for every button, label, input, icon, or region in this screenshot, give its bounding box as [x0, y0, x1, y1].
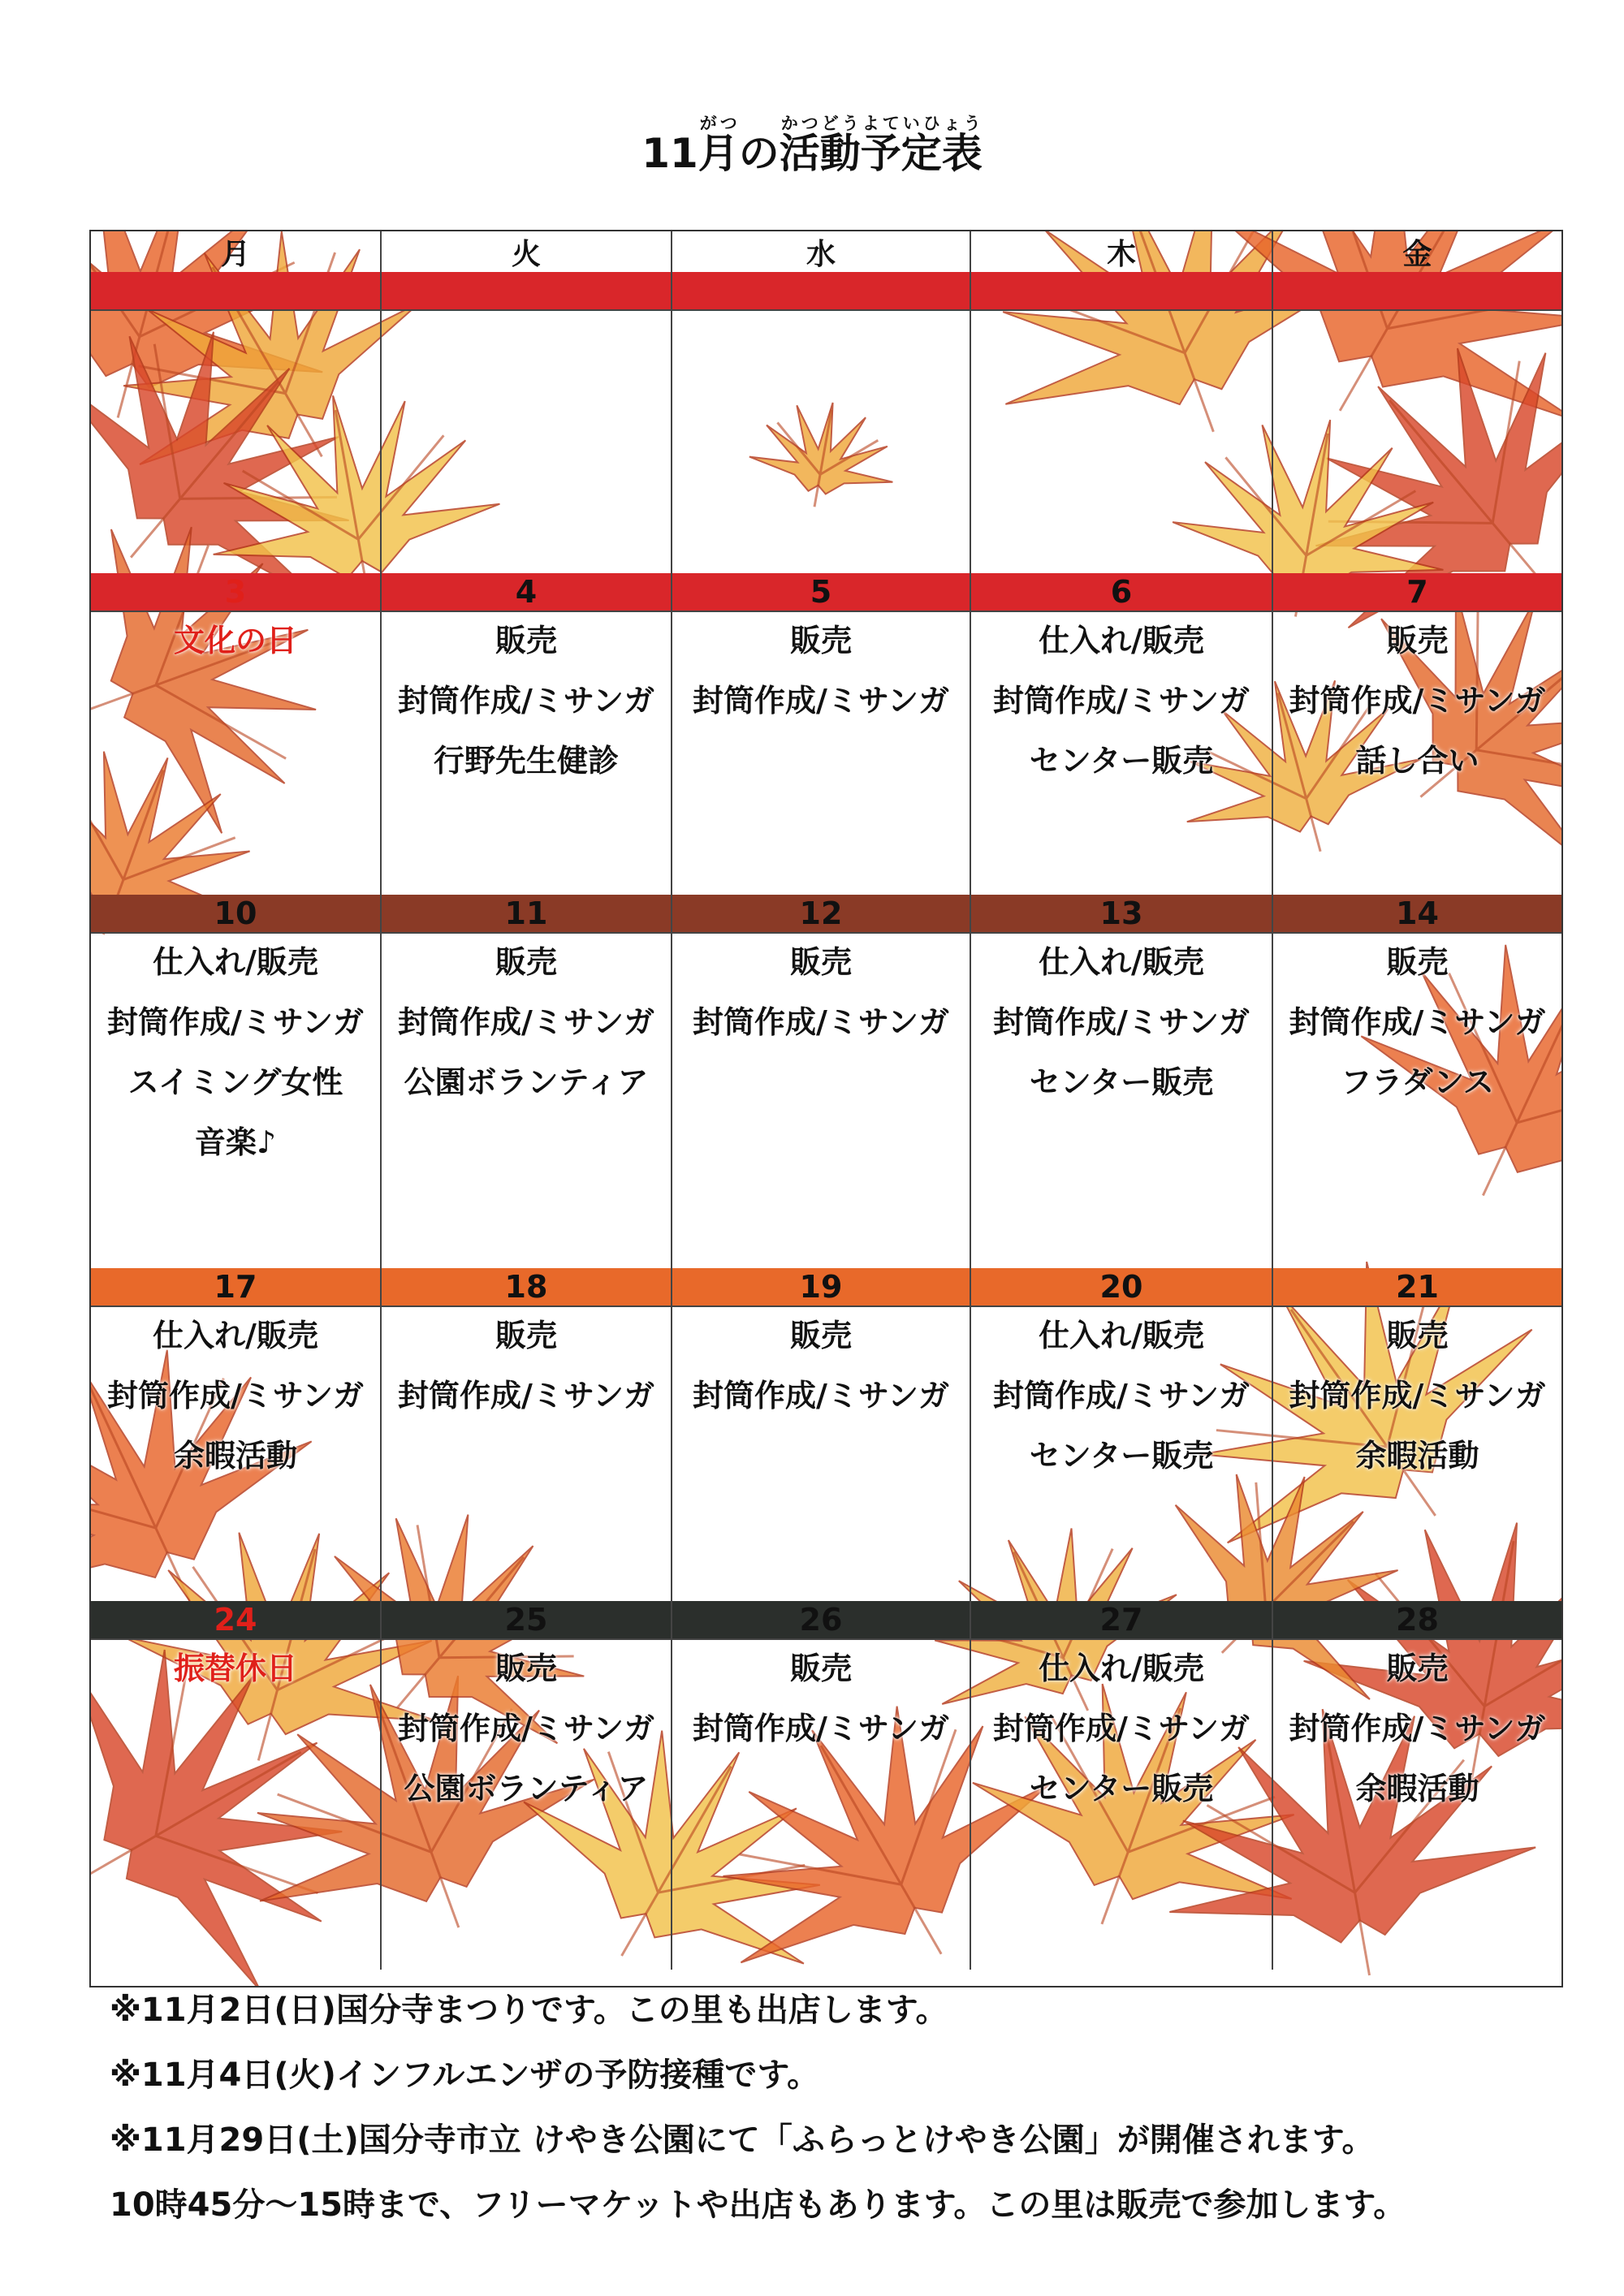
- day-cell: [672, 1638, 971, 1970]
- week-date-band: [91, 272, 1561, 309]
- note-line: ※11月29日(土)国分寺市立 けやき公園にて「ふらっとけやき公園」が開催されます。: [110, 2121, 1375, 2159]
- weekday-header: 火: [382, 231, 672, 272]
- date-number: 13: [971, 895, 1273, 932]
- activity-label: 振替休日: [173, 1651, 297, 1686]
- activity-label: 販売: [495, 623, 557, 658]
- date-number: 25: [382, 1601, 672, 1638]
- calendar-table: [89, 230, 1563, 1987]
- calendar-grid: [91, 231, 1561, 1986]
- activity-label: 販売: [495, 1318, 557, 1353]
- activity-label: センター販売: [1029, 1771, 1214, 1806]
- day-cell: [1273, 1306, 1561, 1601]
- date-number: 4: [382, 573, 672, 611]
- note-line: 10時45分～15時まで、フリーマケットや出店もあります。この里は販売で参加します。: [110, 2186, 1406, 2224]
- activity-label: 公園ボランティア: [404, 1064, 649, 1100]
- weekday-header: 水: [672, 231, 971, 272]
- date-number: 28: [1396, 1602, 1439, 1638]
- activity-label: 余暇活動: [1355, 1438, 1479, 1474]
- activity-label: 販売: [1386, 623, 1449, 658]
- week-date-band: [91, 1268, 1561, 1306]
- activity-label: 封筒作成/ミサンガ: [1289, 1378, 1546, 1413]
- activity-label: 封筒作成/ミサンガ: [693, 1004, 949, 1040]
- day-cell: [672, 1306, 971, 1601]
- date-number: 3: [91, 573, 382, 611]
- week-row: [91, 1638, 1561, 1970]
- activity-label: 封筒作成/ミサンガ: [1289, 1711, 1546, 1746]
- date-number: 19: [672, 1268, 971, 1306]
- activity-label: 封筒作成/ミサンガ: [1289, 1004, 1546, 1040]
- day-cell: [382, 611, 672, 895]
- note-line: ※11月2日(日)国分寺まつりです。この里も出店します。: [110, 1992, 948, 2029]
- activity-label: センター販売: [1029, 1438, 1214, 1474]
- day-cell: [91, 1306, 382, 1601]
- week-date-band: [91, 1601, 1561, 1638]
- activity-label: 仕入れ/販売: [1039, 944, 1204, 980]
- date-number: 24: [91, 1601, 382, 1638]
- activity-label: 音楽♪: [194, 1124, 277, 1160]
- date-number: 21: [1396, 1269, 1439, 1305]
- date-number: [971, 272, 1273, 309]
- weekday-header-row: [91, 231, 1561, 272]
- activity-label: 販売: [789, 1318, 852, 1353]
- activity-label: 仕入れ/販売: [153, 944, 318, 980]
- day-cell: [382, 309, 672, 573]
- date-number: 5: [672, 573, 971, 611]
- week-row: [91, 309, 1561, 573]
- activity-label: 販売: [789, 623, 852, 658]
- activity-label: 仕入れ/販売: [1039, 1651, 1204, 1686]
- day-cell: [971, 1306, 1273, 1601]
- activity-label: 販売: [1386, 1651, 1449, 1686]
- note-line: ※11月4日(火)インフルエンザの予防接種です。: [110, 2056, 820, 2094]
- activity-label: スイミング女性: [127, 1064, 343, 1100]
- date-number: 26: [672, 1601, 971, 1638]
- activity-label: 文化の日: [173, 623, 297, 658]
- activity-label: 販売: [1386, 1318, 1449, 1353]
- activity-label: 販売: [789, 944, 852, 980]
- day-cell: [382, 1638, 672, 1970]
- day-cell: [382, 1306, 672, 1601]
- week-date-band: [91, 573, 1561, 611]
- activity-label: 販売: [495, 1651, 557, 1686]
- date-number: 12: [672, 895, 971, 932]
- day-cell: [971, 309, 1273, 573]
- activity-label: 封筒作成/ミサンガ: [993, 1711, 1250, 1746]
- activity-label: 話し合い: [1355, 743, 1479, 779]
- day-cell: [672, 611, 971, 895]
- activity-label: 封筒作成/ミサンガ: [398, 683, 654, 719]
- date-number: 7: [1406, 574, 1428, 610]
- day-cell: [672, 932, 971, 1268]
- day-cell: [91, 611, 382, 895]
- activity-label: 封筒作成/ミサンガ: [107, 1378, 364, 1413]
- day-cell: [971, 932, 1273, 1268]
- activity-label: 販売: [495, 944, 557, 980]
- page-title: 11月がつの活動予定表かつどうよていひょう: [641, 114, 983, 177]
- day-cell: [971, 1638, 1273, 1970]
- activity-label: 封筒作成/ミサンガ: [107, 1004, 364, 1040]
- date-number: 6: [971, 573, 1273, 611]
- activity-label: 余暇活動: [173, 1438, 297, 1474]
- day-cell: [1273, 932, 1561, 1268]
- date-number: [382, 272, 672, 309]
- week-row: [91, 611, 1561, 895]
- day-cell: [91, 932, 382, 1268]
- activity-label: 仕入れ/販売: [153, 1318, 318, 1353]
- day-cell: [1273, 1638, 1561, 1970]
- activity-label: 公園ボランティア: [404, 1771, 649, 1806]
- activity-label: 封筒作成/ミサンガ: [693, 1378, 949, 1413]
- activity-label: 行野先生健診: [433, 743, 619, 779]
- week-date-band: [91, 895, 1561, 932]
- date-number: 20: [971, 1268, 1273, 1306]
- activity-label: 封筒作成/ミサンガ: [993, 683, 1250, 719]
- day-cell: [1273, 309, 1561, 573]
- week-row: [91, 1306, 1561, 1601]
- activity-label: 販売: [1386, 944, 1449, 980]
- date-number: 11: [382, 895, 672, 932]
- day-cell: [1273, 611, 1561, 895]
- weekday-header: 金: [1402, 237, 1432, 271]
- day-cell: [672, 309, 971, 573]
- weekday-header: 月: [91, 231, 382, 272]
- activity-label: 封筒作成/ミサンガ: [1289, 683, 1546, 719]
- activity-label: 仕入れ/販売: [1039, 623, 1204, 658]
- activity-label: フラダンス: [1341, 1064, 1494, 1100]
- week-row: [91, 932, 1561, 1268]
- activity-label: 余暇活動: [1355, 1771, 1479, 1806]
- activity-label: 封筒作成/ミサンガ: [398, 1711, 654, 1746]
- date-number: [1273, 272, 1561, 309]
- date-number: 18: [382, 1268, 672, 1306]
- day-cell: [971, 611, 1273, 895]
- date-number: 14: [1396, 896, 1439, 931]
- date-number: [91, 272, 382, 309]
- activity-label: 封筒作成/ミサンガ: [993, 1004, 1250, 1040]
- activity-label: 仕入れ/販売: [1039, 1318, 1204, 1353]
- activity-label: 販売: [789, 1651, 852, 1686]
- activity-label: 封筒作成/ミサンガ: [398, 1004, 654, 1040]
- day-cell: [91, 309, 382, 573]
- activity-label: 封筒作成/ミサンガ: [398, 1378, 654, 1413]
- date-number: 10: [91, 895, 382, 932]
- date-number: 17: [91, 1268, 382, 1306]
- day-cell: [91, 1638, 382, 1970]
- day-cell: [382, 932, 672, 1268]
- activity-label: 封筒作成/ミサンガ: [993, 1378, 1250, 1413]
- activity-label: 封筒作成/ミサンガ: [693, 1711, 949, 1746]
- activity-label: 封筒作成/ミサンガ: [693, 683, 949, 719]
- date-number: [672, 272, 971, 309]
- activity-label: センター販売: [1029, 1064, 1214, 1100]
- weekday-header: 木: [971, 231, 1273, 272]
- activity-label: センター販売: [1029, 743, 1214, 779]
- date-number: 27: [971, 1601, 1273, 1638]
